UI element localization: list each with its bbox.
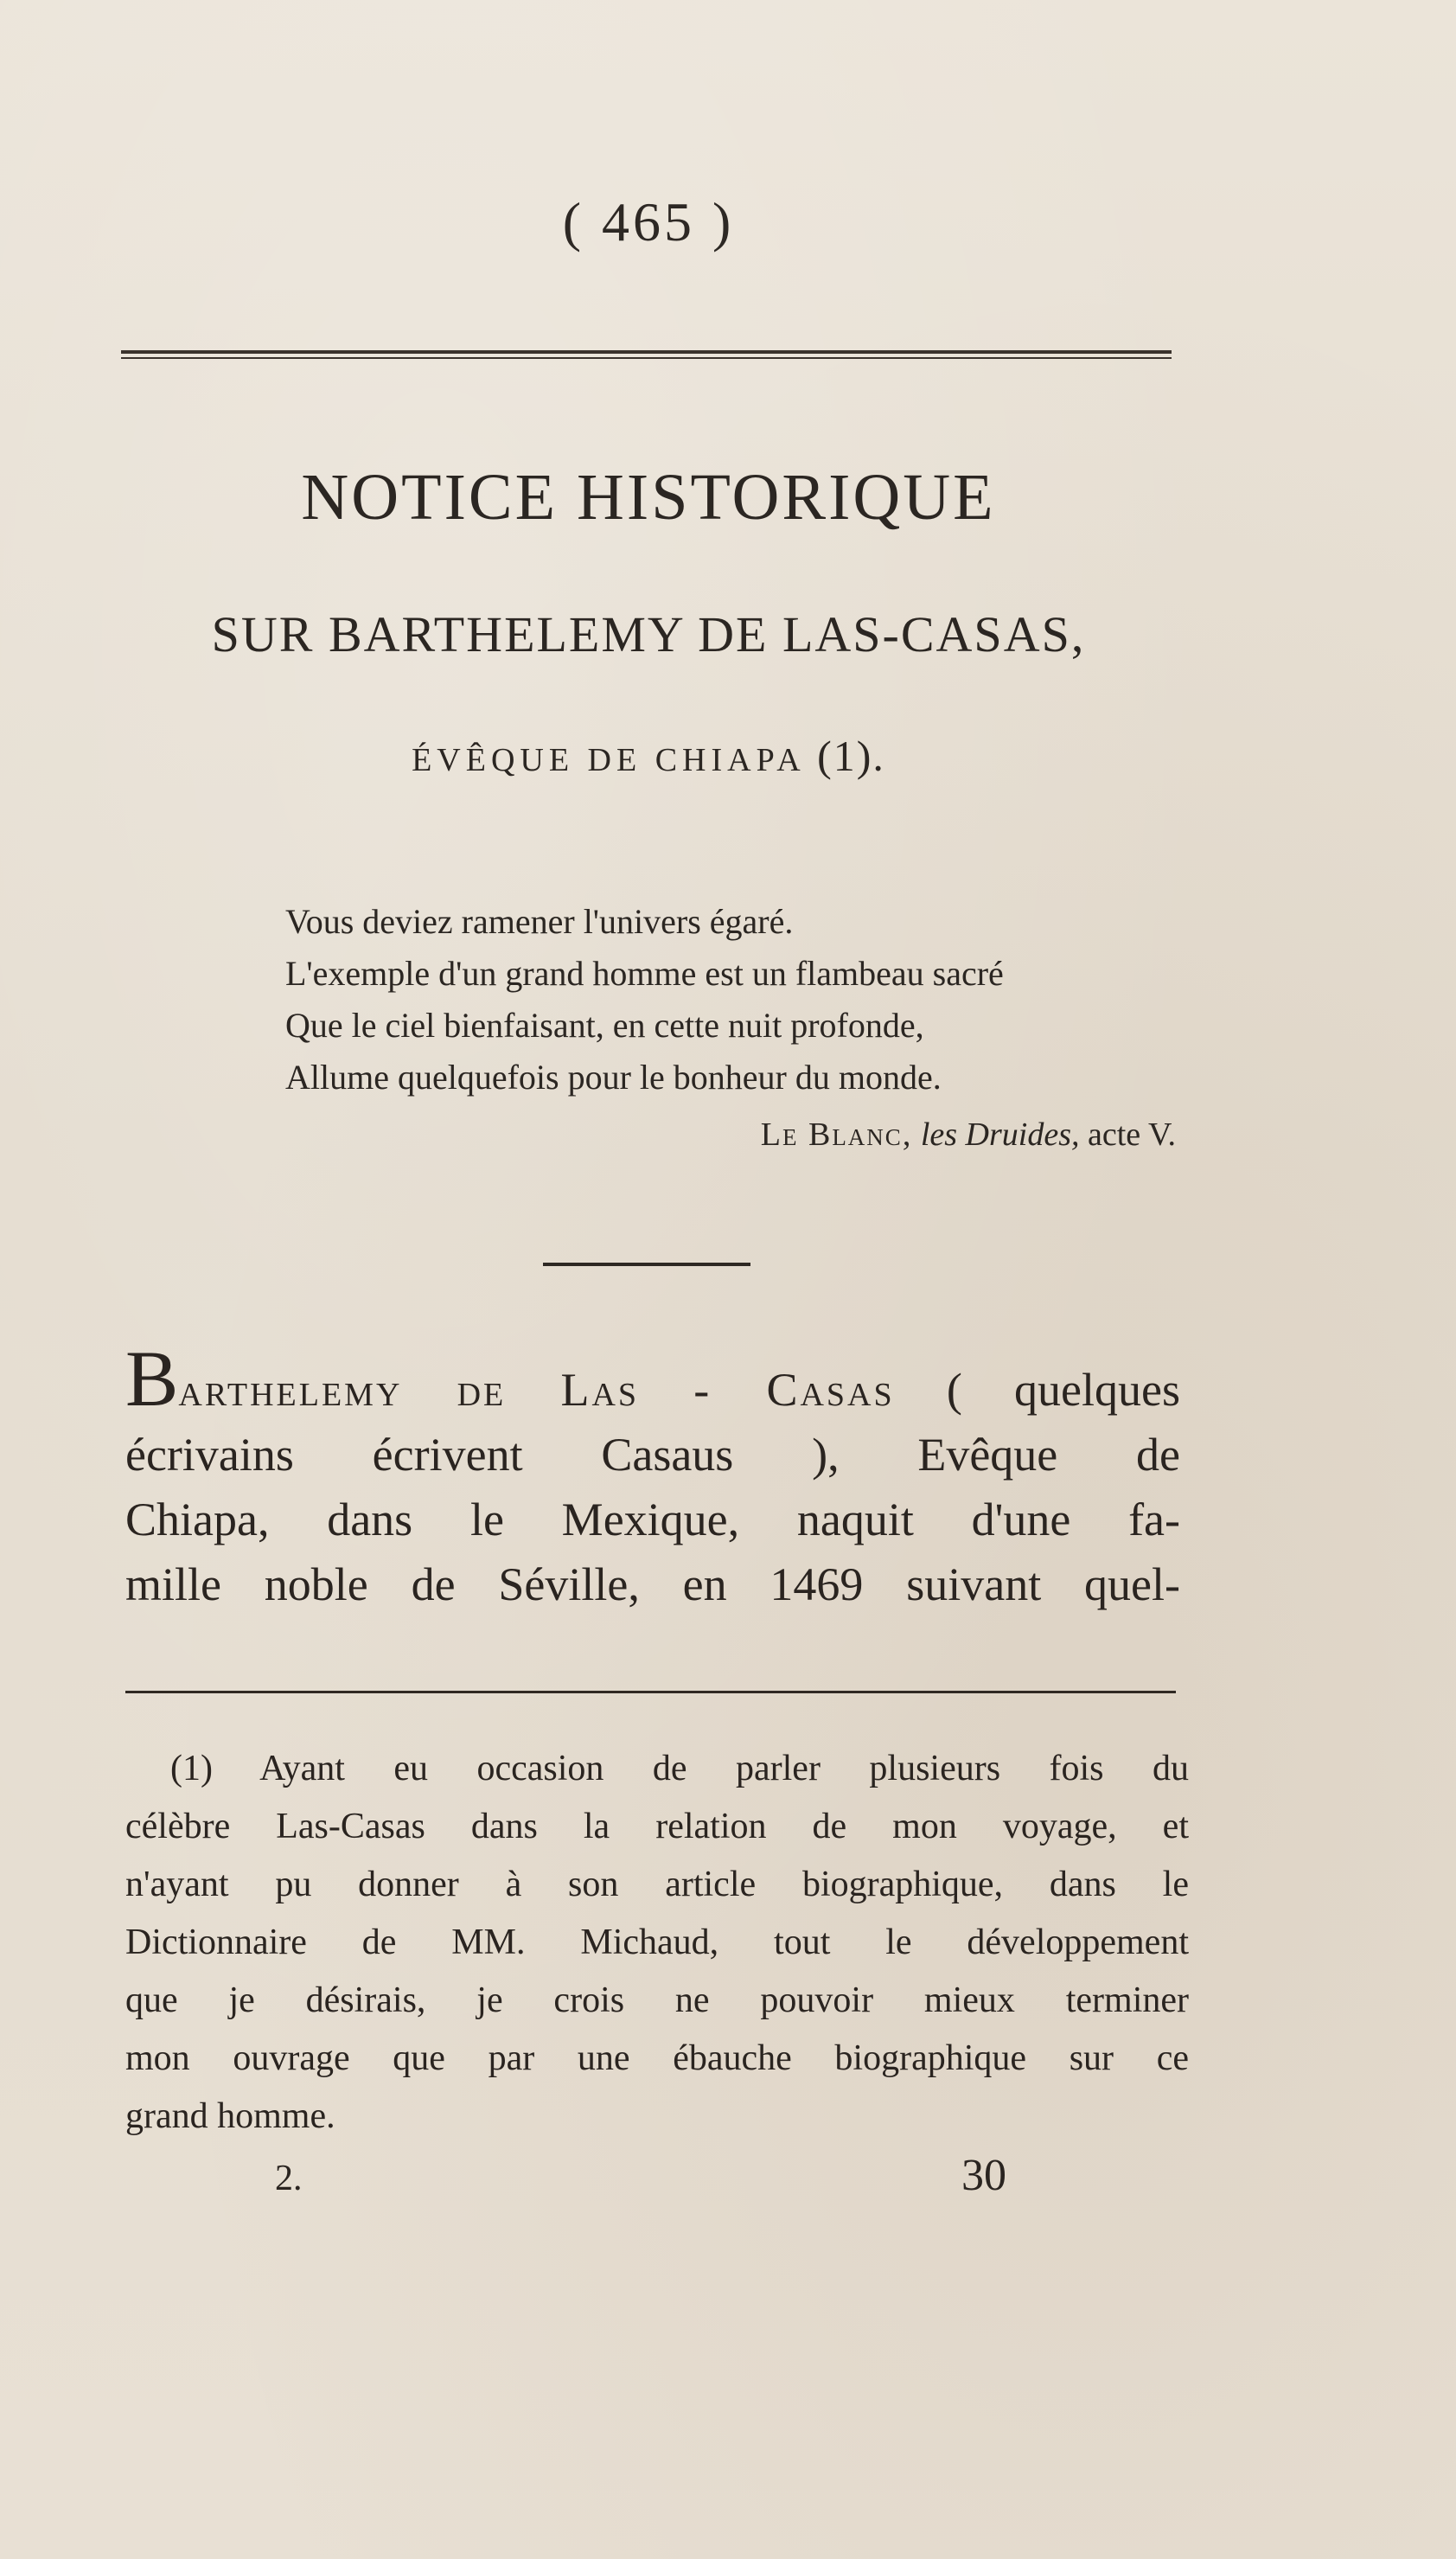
- page-subtitle-bishop: [0, 731, 1297, 781]
- page-title: NOTICE HISTORIQUE: [301, 461, 996, 534]
- footnote-line: (1) Ayant eu occasion de parler plusieurs fois du: [170, 1749, 1189, 1788]
- footnote-line: Dictionnaire de MM. Michaud, tout le développement: [125, 1922, 1189, 1962]
- footnote-line: que je désirais, je crois ne pouvoir mieux terminer: [125, 1980, 1189, 2020]
- page-number: ( 465 ): [562, 191, 735, 253]
- body-line: [125, 1334, 1180, 1423]
- footnote-line: célèbre Las-Casas dans la relation de mon voyage, et: [125, 1807, 1189, 1846]
- body-line-1-rest: ( quelques: [894, 1364, 1180, 1416]
- footnote-rule: [125, 1691, 1176, 1693]
- body-line: Chiapa, dans le Mexique, naquit d'une fa-: [125, 1494, 1180, 1545]
- bishop-title: ÉVÊQUE DE CHIAPA: [412, 742, 804, 778]
- epigraph-line: L'exemple d'un grand homme est un flambeau sacré: [285, 954, 1004, 993]
- drop-cap: B: [125, 1334, 179, 1423]
- body-line: écrivains écrivent Casaus ), Evêque de: [125, 1429, 1180, 1481]
- epigraph-line: Vous deviez ramener l'univers égaré.: [285, 902, 794, 941]
- footnote-reference: (1).: [817, 732, 885, 780]
- epigraph-line: Que le ciel bienfaisant, en cette nuit profonde,: [285, 1006, 924, 1045]
- subject-name: arthelemy de Las - Casas: [178, 1364, 895, 1416]
- volume-signature: 2.: [275, 2159, 303, 2198]
- epigraph-work: les Druides,: [920, 1116, 1080, 1153]
- footnote-line: mon ouvrage que par une ébauche biographique sur ce: [125, 2038, 1189, 2078]
- epigraph: [285, 896, 1193, 1104]
- body-line: mille noble de Séville, en 1469 suivant quel-: [125, 1558, 1180, 1610]
- footnote-line: n'ayant pu donner à son article biographique, dans le: [125, 1865, 1189, 1904]
- epigraph-author: Le Blanc,: [760, 1116, 913, 1153]
- epigraph-attribution: [562, 1116, 1176, 1154]
- body-paragraph: [125, 1334, 1180, 1617]
- footnote: [125, 1740, 1189, 2146]
- page-subtitle: SUR BARTHELEMY DE LAS-CASAS,: [211, 606, 1086, 662]
- epigraph-line: Allume quelquefois pour le bonheur du monde.: [285, 1058, 942, 1097]
- header-double-rule: [121, 350, 1172, 359]
- section-divider: [543, 1263, 750, 1266]
- epigraph-act: acte V.: [1087, 1116, 1176, 1153]
- footnote-line: grand homme.: [125, 2096, 335, 2136]
- gathering-signature: 30: [961, 2151, 1006, 2200]
